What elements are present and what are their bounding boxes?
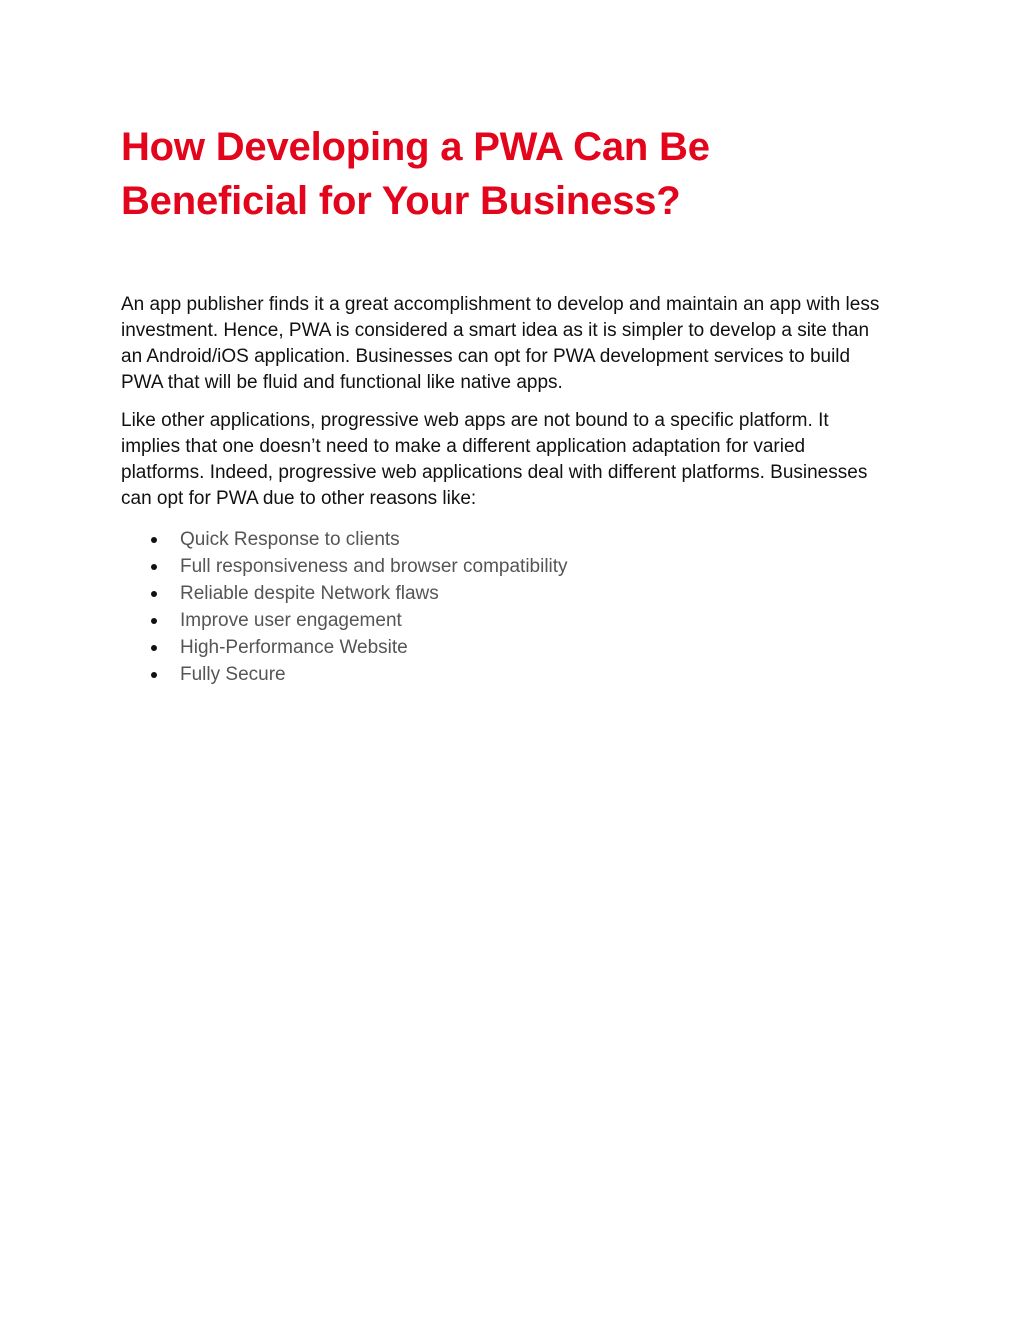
list-item-label: High-Performance Website [180,637,408,658]
list-item [151,661,891,688]
reasons-bullet-list [121,526,891,688]
bullet-icon [151,672,157,678]
body-paragraph: An app publisher finds it a great accomplishment to develop and maintain an app with less investment. Hence, PWA is considered a smart idea as it is simpler to develop a site than an Android/iOS application. Businesses can opt for PWA development services to build PWA that will be fluid and functional like native apps. [121,294,880,393]
list-item-label: Reliable despite Network flaws [180,583,439,604]
list-item [151,607,891,634]
bullet-icon [151,564,157,570]
page-title: How Developing a PWA Can Be Beneficial for Your Business? [121,125,710,223]
list-item-label: Improve user engagement [180,610,402,631]
body-paragraph: Like other applications, progressive web apps are not bound to a specific platform. It implies that one doesn’t need to make a different application adaptation for varied platforms. Indeed, progressive web applications deal with different platforms. Businesses can opt for PWA due to other reasons like: [121,410,868,509]
list-item-label: Fully Secure [180,664,286,685]
bullet-icon [151,537,157,543]
list-item-label: Quick Response to clients [180,529,400,550]
list-item [151,634,891,661]
document-content [121,120,891,688]
bullet-icon [151,591,157,597]
bullet-icon [151,645,157,651]
list-item [151,580,891,607]
list-item-label: Full responsiveness and browser compatibility [180,556,568,577]
list-item [151,553,891,580]
bullet-icon [151,618,157,624]
list-item [151,526,891,553]
